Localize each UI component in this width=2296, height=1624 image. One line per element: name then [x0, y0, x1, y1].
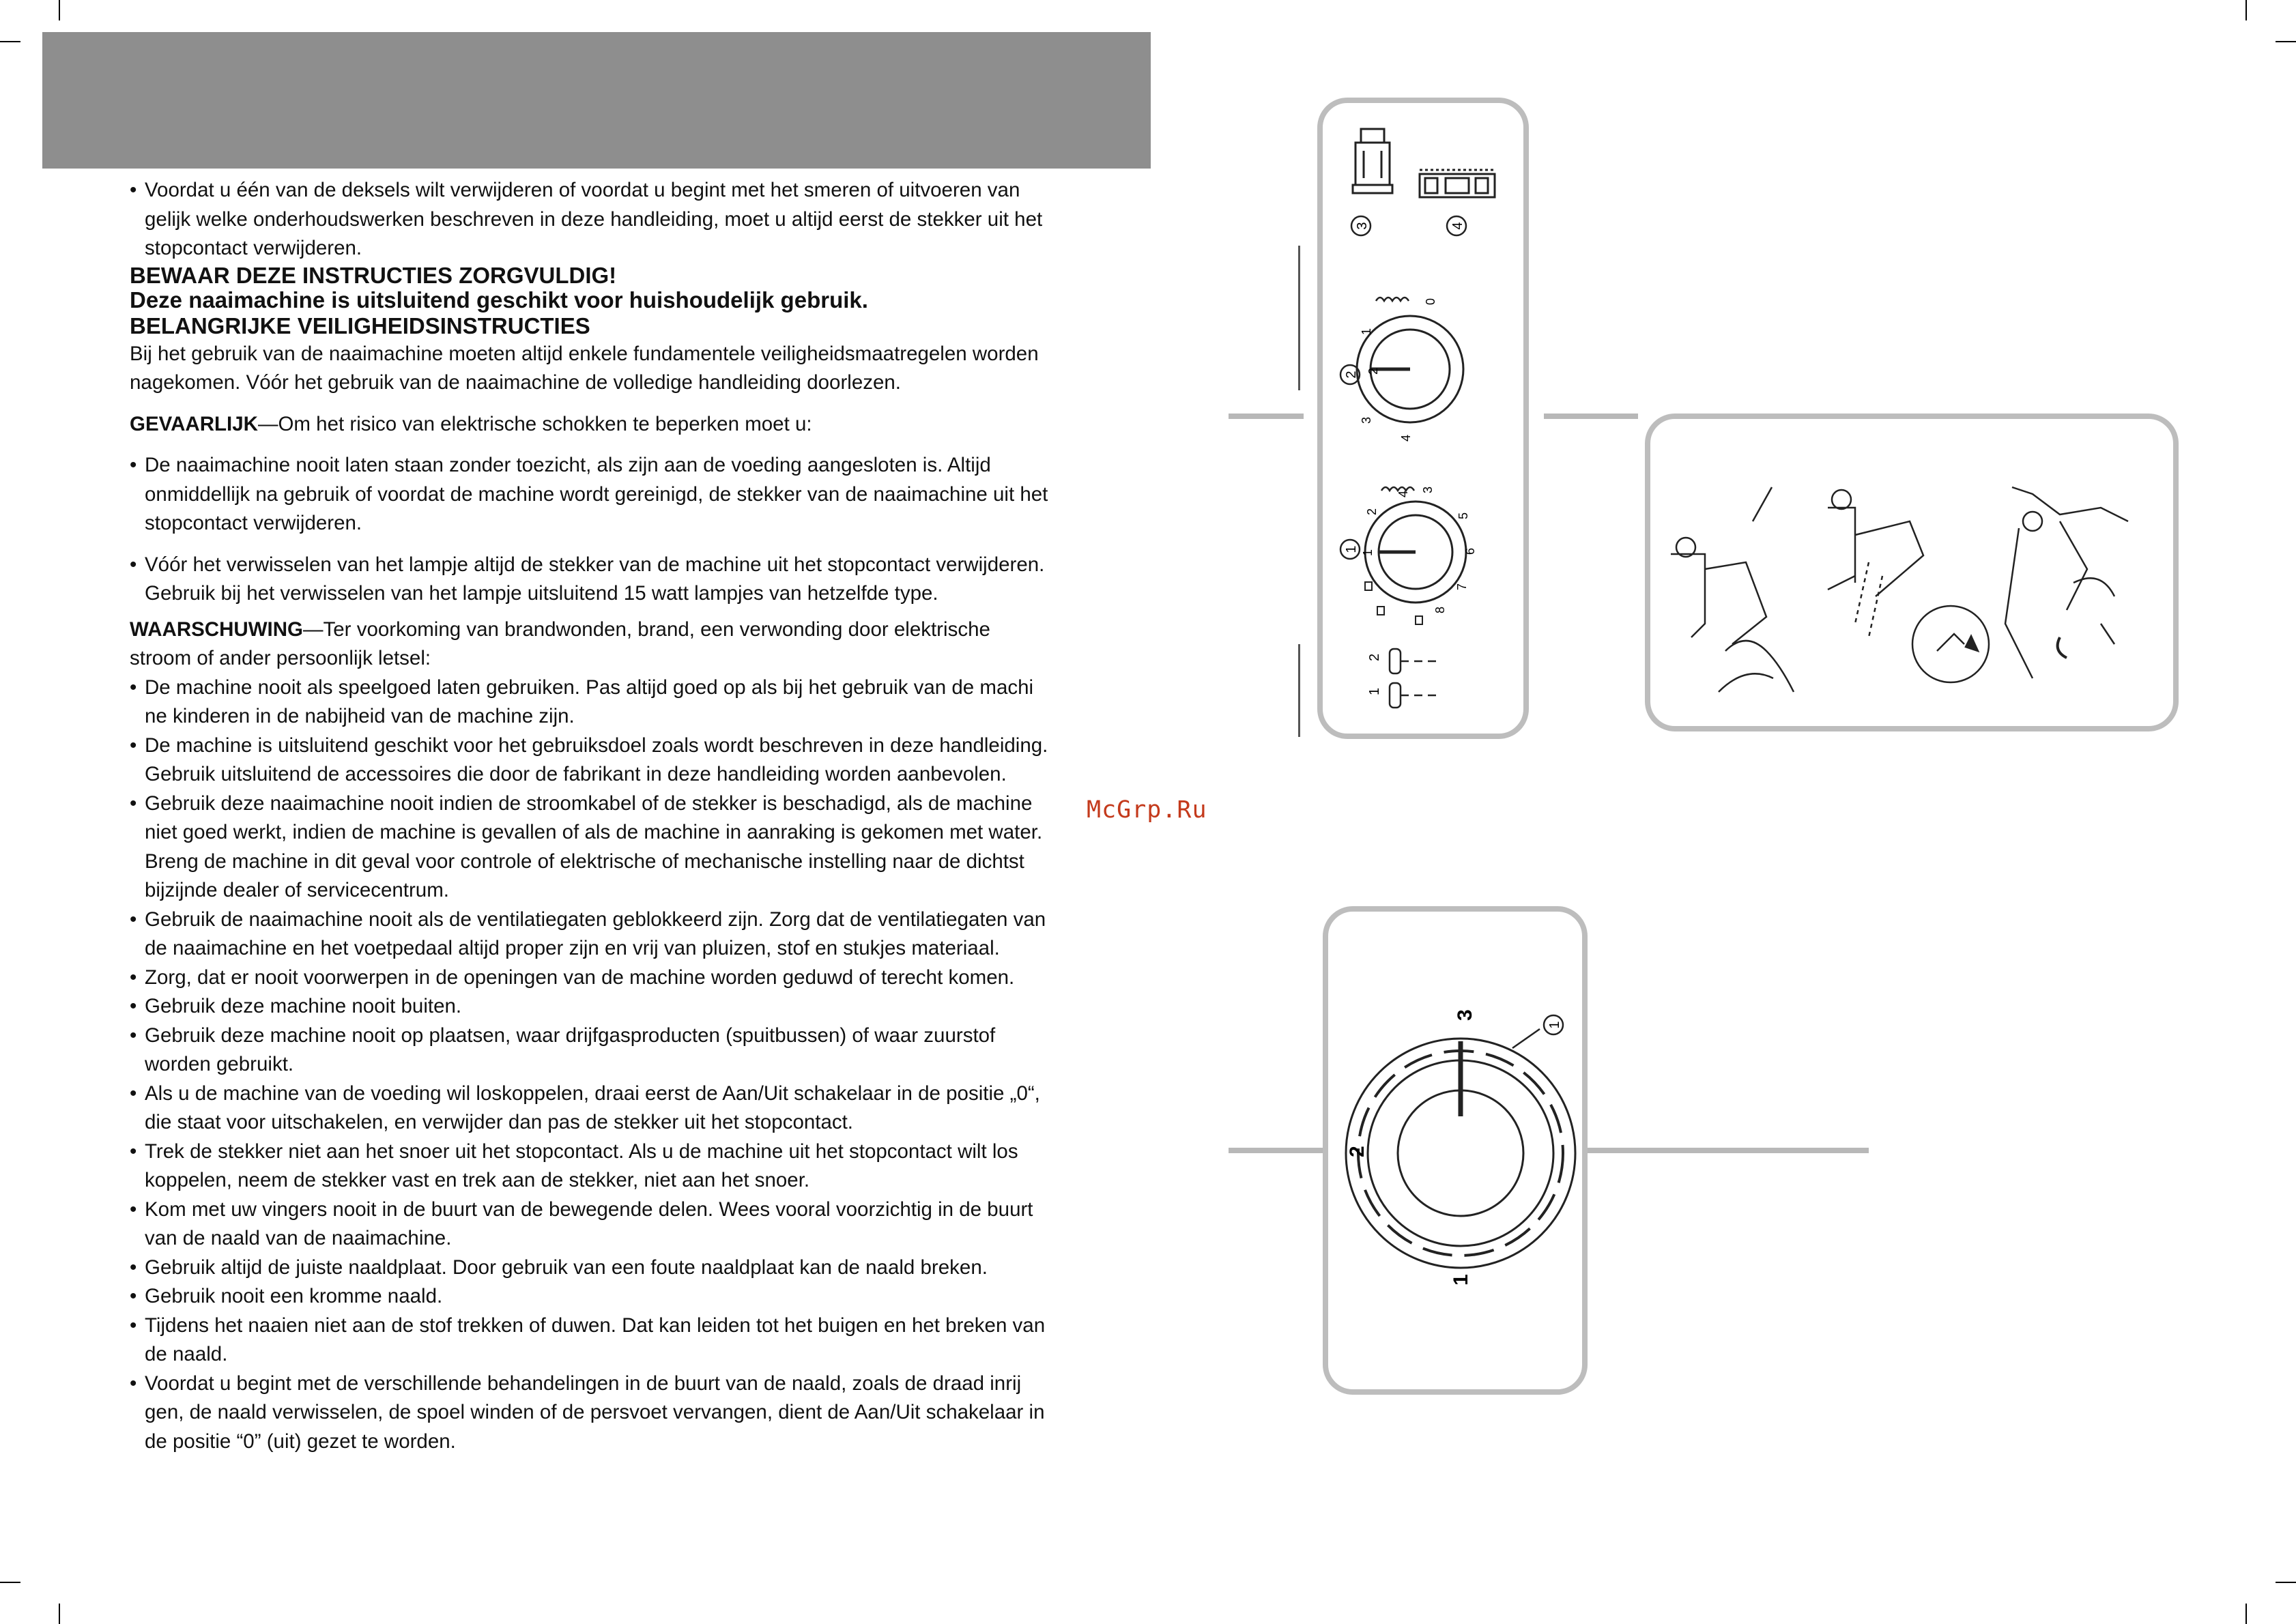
warning-label: WAARSCHUWING — [130, 618, 304, 641]
illustration-step-3 — [2005, 487, 2128, 678]
warning-bullet: • Trek de stekker niet aan het snoer uit het stopcontact. Als u de machine uit het stopcontact wilt los koppelen, neem de stekker vast en trek aan de stekker, niet aan het snoer. — [130, 1137, 1051, 1195]
danger-label: GEVAARLIJK — [130, 412, 258, 435]
dial-2-mark: 0 — [1424, 298, 1437, 305]
crop-mark — [59, 1604, 60, 1624]
danger-bullet: • Vóór het verwisselen van het lampje altijd de stekker van de machine uit het stopcontact verwijderen. Gebruik bij het verwisselen van het lampje uitsluitend 15 watt lampjes van hetzelfde type. — [130, 551, 1051, 609]
crop-mark — [2276, 1582, 2296, 1583]
panel-edge-line — [1298, 644, 1300, 737]
dial-2-mark: 3 — [1360, 416, 1373, 424]
crop-mark — [0, 1582, 20, 1583]
heading-save-instructions: BEWAAR DEZE INSTRUCTIES ZORGVULDIG! — [130, 262, 617, 288]
connector-line — [1229, 1148, 1325, 1153]
intro-bullet: • Voordat u één van de deksels wilt verwijderen of voordat u begint met het smeren of uitvoeren van gelijk welke onderhoudswerken beschreven in deze handleiding, moet u altijd eerst de stekker uit het stopcontact verwijderen. — [130, 176, 1051, 263]
tension-callout-1: 1 — [1547, 1021, 1562, 1029]
dial-1-mark: 1 — [1361, 549, 1375, 556]
warning-bullet: • De machine nooit als speelgoed laten gebruiken. Pas altijd goed op als bij het gebruik van de machi ne kinderen in de nabijheid van de machine zijn. — [130, 673, 1051, 731]
illustration-step-1 — [1671, 487, 1794, 692]
callout-3: 3 — [1355, 222, 1370, 230]
lever-mark: 1 — [1367, 687, 1382, 695]
warning-bullet: • Gebruik deze machine nooit op plaatsen, waar drijfgasproducten (spuitbussen) of waar zuurstof worden gebruikt. — [130, 1021, 1051, 1079]
crop-mark — [2245, 1604, 2247, 1624]
crop-mark — [2276, 41, 2296, 42]
tension-mark-3: 3 — [1454, 1009, 1476, 1021]
crop-mark — [59, 0, 60, 20]
warning-bullet: • De machine is uitsluitend geschikt voor het gebruiksdoel zoals wordt beschreven in deze handleiding. Gebruik uitsluitend de accessoires die door de fabrikant in deze handleiding worden aanbevolen. — [130, 731, 1051, 789]
safety-intro: Bij het gebruik van de naaimachine moeten altijd enkele fundamentele veiligheidsmaatregelen worden nagekomen. Vóór het gebruik van de naaimachine de volledige handleiding doorlezen. — [130, 342, 1039, 394]
stitch-width-icon — [1420, 170, 1495, 197]
warning-bullet: • Gebruik deze machine nooit buiten. — [130, 992, 1051, 1021]
warning-bullet: • Kom met uw vingers nooit in de buurt van de bewegende delen. Wees vooral voorzichtig in de buurt van de naald van de naaimachine. — [130, 1195, 1051, 1253]
warning-bullet: • Voordat u begint met de verschillende behandelingen in de buurt van de naald, zoals de draad inrij gen, de naald verwisselen, de spoel winden of de persvoet vervangen, dient de Aan/Uit schakelaar in de positie “0” (uit) gezet te worden. — [130, 1369, 1051, 1457]
panel-edge-line — [1298, 246, 1300, 390]
callout-1: 1 — [1344, 545, 1359, 553]
callout-4: 4 — [1450, 222, 1465, 230]
danger-bullet: • De naaimachine nooit laten staan zonder toezicht, als zijn aan de voeding aangesloten is. Altijd onmiddellijk na gebruik of voordat de machine wordt gereinigd, de stekker van de naaimachine uit het stopcontact verwijderen. — [130, 451, 1051, 538]
dial-1-mark: 3 — [1421, 486, 1435, 493]
dial-1-mark: 8 — [1433, 606, 1447, 613]
lever-mark: 2 — [1367, 653, 1382, 661]
header-band — [42, 32, 1151, 169]
tension-dial-drawing — [1328, 912, 1582, 1389]
presser-foot-illustration-panel — [1645, 414, 2179, 731]
watermark: McGrp.Ru — [1087, 796, 1207, 824]
warning-bullet: • Gebruik altijd de juiste naaldplaat. Door gebruik van een foute naaldplaat kan de naald breken. — [130, 1253, 1051, 1283]
dial-2-mark: 1 — [1360, 328, 1373, 335]
safety-text-column — [130, 176, 1051, 1456]
stitch-length-dial — [1357, 298, 1463, 422]
control-panel-drawing — [1323, 103, 1523, 734]
warning-bullet: • Gebruik nooit een kromme naald. — [130, 1282, 1051, 1311]
dial-1-mark: 6 — [1463, 547, 1477, 555]
presser-foot-illustration — [1650, 419, 2173, 726]
heading-safety-instructions: BELANGRIJKE VEILIGHEIDSINSTRUCTIES — [130, 313, 590, 338]
tension-dial-panel — [1323, 906, 1588, 1395]
heading-household-use: Deze naaimachine is uitsluitend geschikt voor huishoudelijk gebruik. — [130, 287, 868, 313]
crop-mark — [0, 41, 20, 42]
warning-paragraph — [130, 615, 1051, 673]
dial-1-mark: 4 — [1396, 490, 1410, 497]
warning-bullet: • Gebruik de naaimachine nooit als de ventilatiegaten geblokkeerd zijn. Zorg dat de ventilatiegaten van de naaimachine en het voetpedaal altijd proper zijn en vrij van pluizen, stof en stukjes materiaal. — [130, 905, 1051, 963]
warning-bullet: • Gebruik deze naaimachine nooit indien de stroomkabel of de stekker is beschadigd, als de machine niet goed werkt, indien de machine is gevallen of als de machine in aanraking is gekomen met water. Breng de machine in dit geval voor controle of elektrische of mechanische instelling naar de dichtst bijzijnde dealer of servicecentrum. — [130, 789, 1051, 905]
tension-mark-2: 2 — [1346, 1146, 1368, 1157]
illustration-step-2 — [1828, 490, 1989, 682]
crop-mark — [2245, 0, 2247, 20]
dial-2-mark: 4 — [1399, 434, 1413, 441]
tension-dial — [1346, 1029, 1575, 1268]
dial-1-mark: 2 — [1365, 508, 1379, 515]
dial-1-mark: 5 — [1456, 512, 1470, 519]
warning-bullet: • Als u de machine van de voeding wil loskoppelen, draai eerst de Aan/Uit schakelaar in de positie „0“, die staat voor uitschakelen, en verwijder dan pas de stekker uit het stopcontact. — [130, 1079, 1051, 1137]
tension-mark-1: 1 — [1450, 1274, 1472, 1286]
connector-line — [1229, 414, 1304, 419]
pattern-selector-dial — [1365, 487, 1466, 624]
danger-text: —Om het risico van elektrische schokken te beperken moet u: — [257, 412, 812, 435]
control-panel — [1317, 98, 1529, 739]
callout-2: 2 — [1344, 371, 1359, 379]
lever-positions — [1390, 649, 1437, 708]
dial-2-mark: 2 — [1366, 367, 1380, 375]
presser-foot-icon — [1353, 129, 1392, 193]
warning-text: —Ter voorkoming van brandwonden, brand, een verwonding door elektrische stroom of ander persoonlijk letsel: — [130, 618, 990, 669]
warning-bullet: • Tijdens het naaien niet aan de stof trekken of duwen. Dat kan leiden tot het buigen en het breken van de naald. — [130, 1311, 1051, 1369]
connector-line — [1544, 414, 1638, 419]
connector-line — [1588, 1148, 1869, 1153]
warning-bullet: • Zorg, dat er nooit voorwerpen in de openingen van de machine worden geduwd of terecht komen. — [130, 963, 1051, 993]
danger-paragraph — [130, 410, 1051, 439]
dial-1-mark: 7 — [1455, 583, 1469, 590]
